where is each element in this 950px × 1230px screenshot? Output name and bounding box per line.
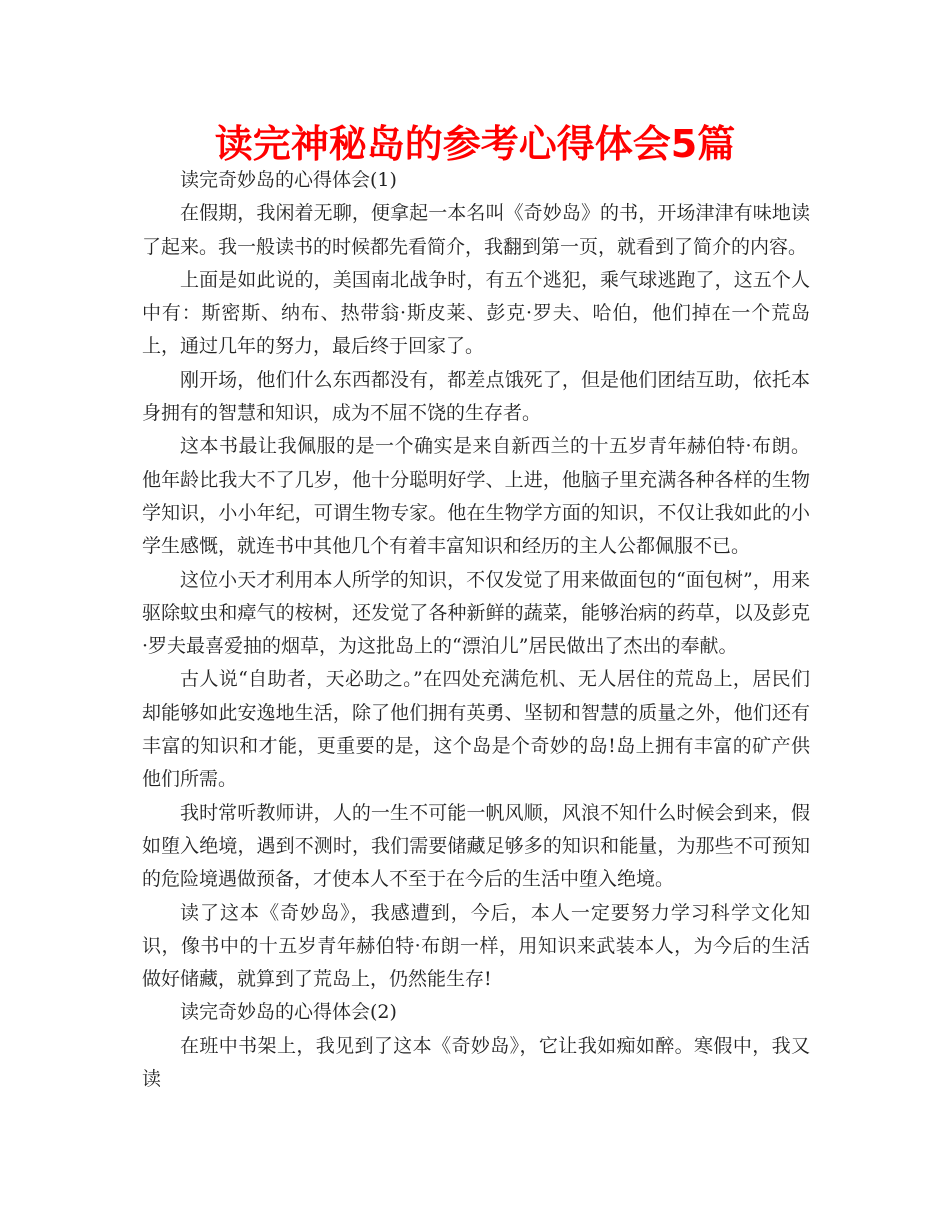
document-body <box>142 164 810 1096</box>
section-heading-1: 读完奇妙岛的心得体会(1) <box>180 169 397 191</box>
paragraph: 这位小天才利用本人所学的知识，不仅发觉了用来做面包的“面包树”，用来驱除蚊虫和瘴气的桉树，还发觉了各种新鲜的蔬菜，能够治病的药草，以及彭克·罗夫最喜爱抽的烟草，为这批岛上的“漂泊儿”居民做出了杰出的奉献。 <box>142 568 810 658</box>
paragraph: 我时常听教师讲，人的一生不可能一帆风顺，风浪不知什么时候会到来，假如堕入绝境，遇到不测时，我们需要储藏足够多的知识和能量，为那些不可预知的危险境遇做预备，才使本人不至于在今后的生活中堕入绝境。 <box>142 801 810 891</box>
paragraph: 在假期，我闲着无聊，便拿起一本名叫《奇妙岛》的书，开场津津有味地读了起来。我一般读书的时候都先看简介，我翻到第一页，就看到了简介的内容。 <box>142 202 810 258</box>
document-title: 读完神秘岛的参考心得体会5篇 <box>214 122 736 166</box>
section-heading-2: 读完奇妙岛的心得体会(2) <box>180 1001 397 1024</box>
paragraph: 古人说“自助者，天必助之。”在四处充满危机、无人居住的荒岛上，居民们却能够如此安逸地生活，除了他们拥有英勇、坚韧和智慧的质量之外，他们还有丰富的知识和才能，更重要的是，这个岛是个奇妙的岛!岛上拥有丰富的矿产供他们所需。 <box>142 668 810 791</box>
paragraph: 刚开场，他们什么东西都没有，都差点饿死了，但是他们团结互助，依托本身拥有的智慧和知识，成为不屈不饶的生存者。 <box>142 368 810 425</box>
paragraph: 这本书最让我佩服的是一个确实是来自新西兰的十五岁青年赫伯特·布朗。他年龄比我大不了几岁，他十分聪明好学、上进，他脑子里充满各种各样的生物学知识，小小年纪，可谓生物专家。他在生物学方面的知识，不仅让我如此的小学生感慨，就连书中其他几个有着丰富知识和经历的主人公都佩服不已。 <box>142 435 810 558</box>
paragraph: 在班中书架上，我见到了这本《奇妙岛》，它让我如痴如醉。寒假中，我又读 <box>142 1034 810 1091</box>
paragraph: 读了这本《奇妙岛》，我感遭到，今后，本人一定要努力学习科学文化知识，像书中的十五岁青年赫伯特·布朗一样，用知识来武装本人，为今后的生活做好储藏，就算到了荒岛上，仍然能生存! <box>142 901 810 991</box>
paragraph: 上面是如此说的，美国南北战争时，有五个逃犯，乘气球逃跑了，这五个人中有：斯密斯、纳布、热带翁·斯皮莱、彭克·罗夫、哈伯，他们掉在一个荒岛上，通过几年的努力，最后终于回家了。 <box>142 268 810 358</box>
